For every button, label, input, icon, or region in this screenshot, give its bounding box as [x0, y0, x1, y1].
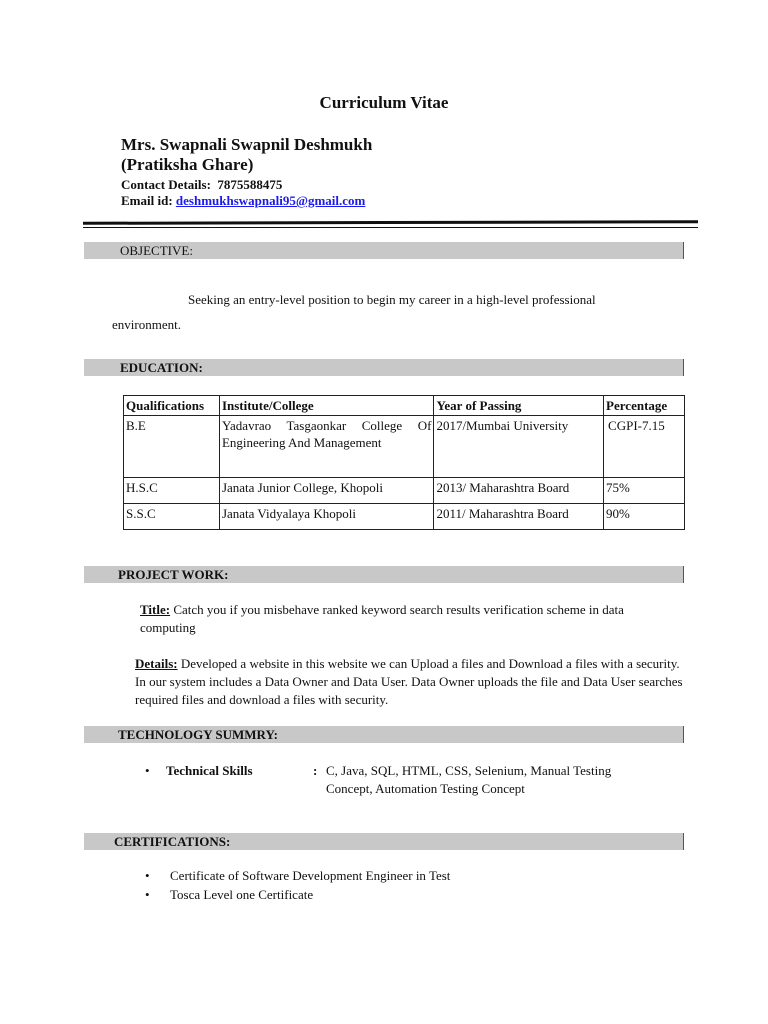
- email-row: [121, 193, 365, 209]
- project-heading: PROJECT WORK:: [84, 566, 684, 583]
- column-header: Percentage: [604, 396, 685, 416]
- page-title: Curriculum Vitae: [319, 93, 449, 112]
- contact-details: [121, 177, 282, 193]
- column-header: Qualifications: [124, 396, 220, 416]
- candidate-name: Mrs. Swapnali Swapnil Deshmukh: [121, 135, 373, 154]
- education-table: [123, 395, 685, 530]
- objective-text-line1: Seeking an entry-level position to begin my career in a high-level professional: [188, 292, 596, 307]
- skills-line1: C, Java, SQL, HTML, CSS, Selenium, Manual Testing: [326, 763, 612, 778]
- technology-heading: TECHNOLOGY SUMMRY:: [84, 726, 684, 743]
- contact-label: Contact Details:: [121, 177, 211, 192]
- skills-separator: :: [313, 763, 318, 778]
- table-cell: 75%: [604, 478, 685, 504]
- header-divider-thin: [83, 227, 698, 228]
- table-cell: CGPI-7.15: [604, 416, 685, 478]
- table-cell: 90%: [604, 504, 685, 530]
- table-cell: Janata Junior College, Khopoli: [219, 478, 434, 504]
- table-cell: Yadavrao Tasgaonkar College Of Engineering And Management: [219, 416, 434, 478]
- objective-text-line2: environment.: [112, 317, 181, 332]
- table-cell: Janata Vidyalaya Khopoli: [219, 504, 434, 530]
- project-details-text: Developed a website in this website we can Upload a files and Download a files with a security. In our system includes a Data Owner and Data User. Data Owner uploads the file and Data User searches required files and download a files with security.: [135, 656, 683, 707]
- skills-label: Technical Skills: [166, 763, 253, 778]
- email-link[interactable]: deshmukhswapnali95@gmail.com: [175, 193, 366, 208]
- education-heading: EDUCATION:: [84, 359, 684, 376]
- table-cell: S.S.C: [124, 504, 220, 530]
- candidate-alias: (Pratiksha Ghare): [121, 155, 254, 174]
- table-header-row: [124, 396, 685, 416]
- project-title-text: Catch you if you misbehave ranked keyword search results verification scheme in data computing: [140, 602, 624, 635]
- objective-heading: OBJECTIVE:: [84, 242, 684, 259]
- table-row: [124, 478, 685, 504]
- table-cell: 2011/ Maharashtra Board: [434, 504, 604, 530]
- project-details: [135, 655, 683, 709]
- project-title-label: Title:: [140, 602, 171, 617]
- bullet-icon: •: [145, 887, 150, 902]
- certification-item: Certificate of Software Development Engineer in Test: [170, 868, 451, 883]
- column-header: Institute/College: [219, 396, 434, 416]
- table-row: [124, 504, 685, 530]
- certification-item: Tosca Level one Certificate: [170, 887, 314, 902]
- header-divider-thick: [83, 220, 698, 225]
- table-cell: B.E: [124, 416, 220, 478]
- project-title: [140, 601, 680, 637]
- column-header: Year of Passing: [434, 396, 604, 416]
- table-row: [124, 416, 685, 478]
- bullet-icon: •: [145, 868, 150, 883]
- table-cell: 2013/ Maharashtra Board: [434, 478, 604, 504]
- table-cell: H.S.C: [124, 478, 220, 504]
- project-details-label: Details:: [135, 656, 178, 671]
- certifications-heading: CERTIFICATIONS:: [84, 833, 684, 850]
- contact-number: 7875588475: [217, 177, 283, 192]
- table-cell: 2017/Mumbai University: [434, 416, 604, 478]
- bullet-icon: •: [145, 763, 150, 778]
- skills-line2: Concept, Automation Testing Concept: [326, 781, 525, 796]
- email-label: Email id:: [121, 193, 173, 208]
